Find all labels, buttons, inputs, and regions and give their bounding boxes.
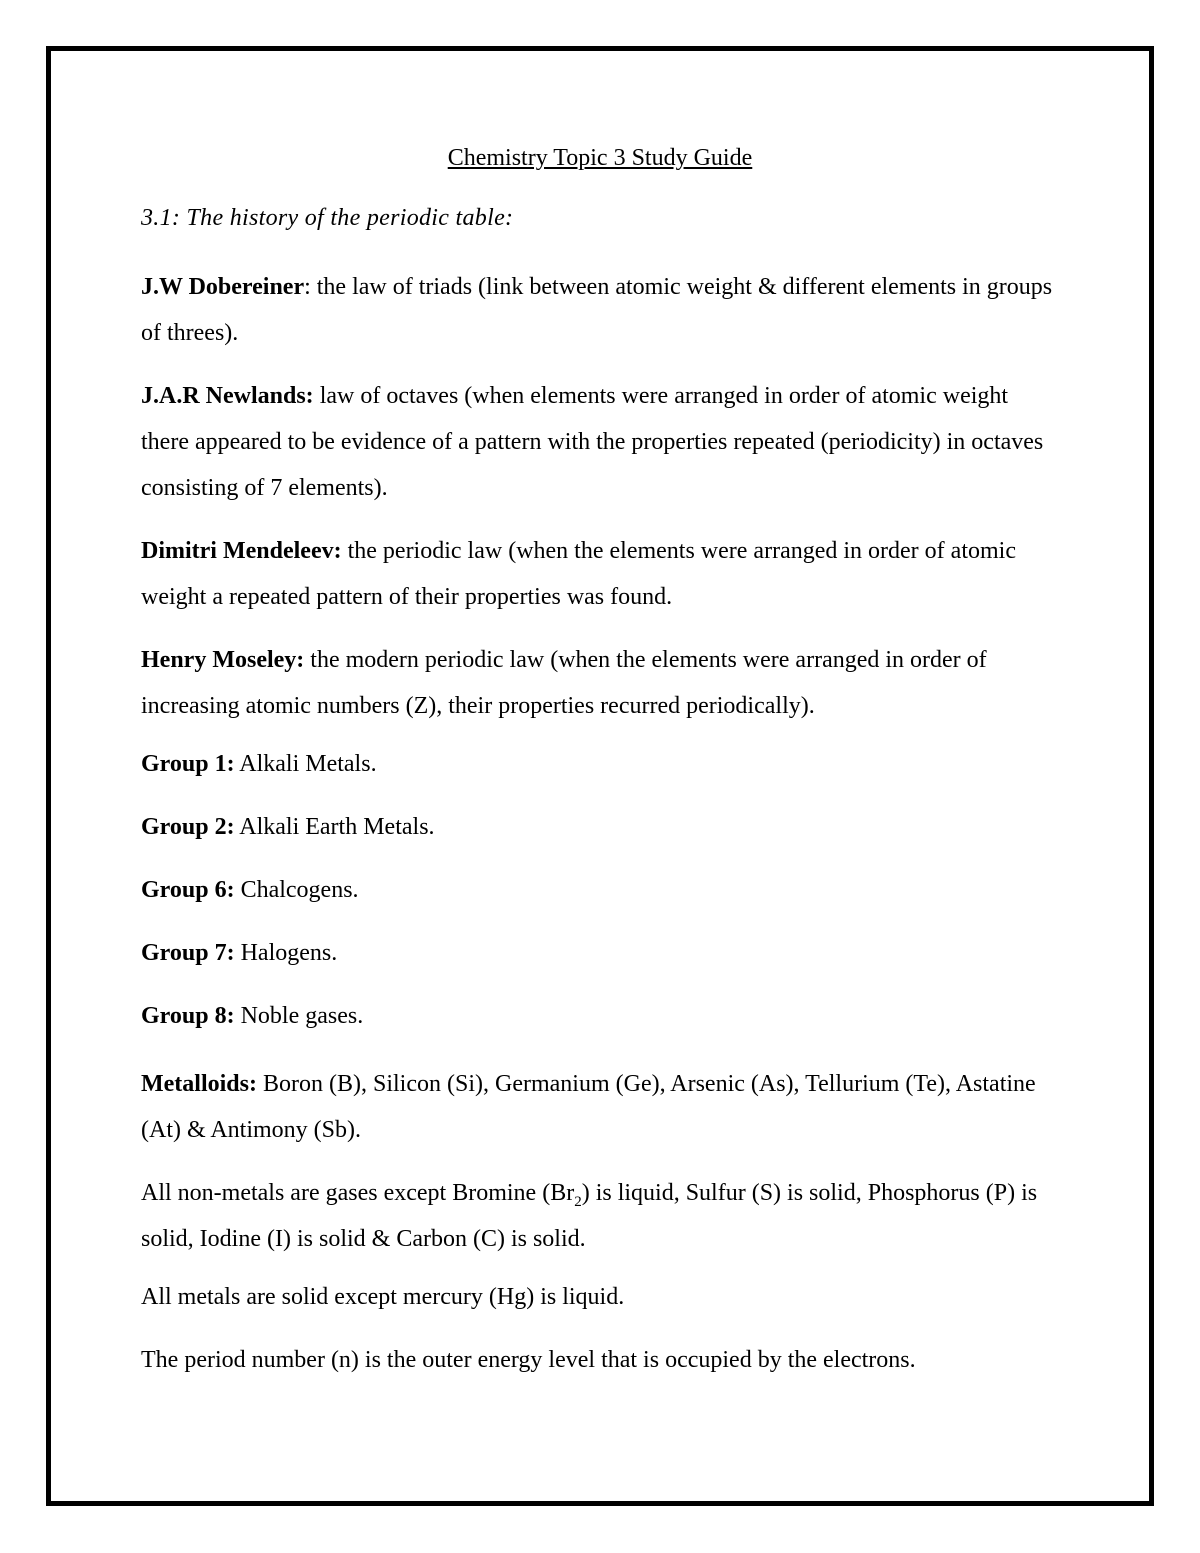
group-2 <box>141 809 1061 845</box>
entry-dobereiner <box>141 264 1061 356</box>
entry-term: Henry Moseley: <box>141 647 305 673</box>
period-paragraph: The period number (n) is the outer energy level that is occupied by the electrons. <box>141 1347 916 1373</box>
entry-term: J.W Dobereiner <box>141 274 305 300</box>
group-text: Alkali Earth Metals. <box>234 814 435 840</box>
group-7 <box>141 935 1061 971</box>
bromine-subscript: 2 <box>574 1193 582 1210</box>
entry-text: law of octaves (when elements were arranged in order of atomic weight there appeared to be evidence of a pattern with the properties repeated (periodicity) in octaves consisting of 7 elements). <box>141 383 1044 501</box>
group-text: Chalcogens. <box>234 877 359 903</box>
group-term: Group 7: <box>141 940 235 966</box>
entry-mendeleev <box>141 528 1061 620</box>
group-text: Alkali Metals. <box>234 751 377 777</box>
metalloids-paragraph <box>141 1061 1061 1153</box>
group-term: Group 2: <box>141 814 235 840</box>
group-8 <box>141 998 1061 1034</box>
entry-text: the law of triads (link between atomic weight & different elements in groups of threes). <box>141 274 1053 346</box>
metals-paragraph: All metals are solid except mercury (Hg) is liquid. <box>141 1284 625 1310</box>
group-text: Halogens. <box>234 940 338 966</box>
document-title: Chemistry Topic 3 Study Guide <box>447 145 753 171</box>
entry-term: Dimitri Mendeleev: <box>141 538 342 564</box>
nonmetals-text-start: All non-metals are gases except Bromine (Br <box>141 1180 575 1206</box>
group-text: Noble gases. <box>234 1003 364 1029</box>
group-term: Group 8: <box>141 1003 235 1029</box>
metalloids-term: Metalloids: <box>141 1071 257 1097</box>
entry-text: the modern periodic law (when the elements were arranged in order of increasing atomic numbers (Z), their properties recurred periodically). <box>141 647 987 719</box>
nonmetals-text-end: ) is liquid, Sulfur (S) is solid, Phosphorus (P) is solid, Iodine (I) is solid & Carbon (C) is solid. <box>141 1180 1038 1252</box>
entry-separator: : <box>304 274 317 300</box>
entry-text: the periodic law (when the elements were arranged in order of atomic weight a repeated pattern of their properties was found. <box>141 538 1016 610</box>
document-body <box>141 140 1061 1405</box>
group-term: Group 6: <box>141 877 235 903</box>
metalloids-text: Boron (B), Silicon (Si), Germanium (Ge), Arsenic (As), Tellurium (Te), Astatine (At) & Antimony (Sb). <box>141 1071 1036 1143</box>
entry-moseley <box>141 637 1061 729</box>
group-6 <box>141 872 1061 908</box>
entry-term: J.A.R Newlands: <box>141 383 314 409</box>
nonmetals-paragraph <box>141 1170 1061 1262</box>
group-1 <box>141 746 1061 782</box>
group-term: Group 1: <box>141 751 235 777</box>
entry-newlands <box>141 373 1061 511</box>
section-heading: 3.1: The history of the periodic table: <box>141 205 514 231</box>
